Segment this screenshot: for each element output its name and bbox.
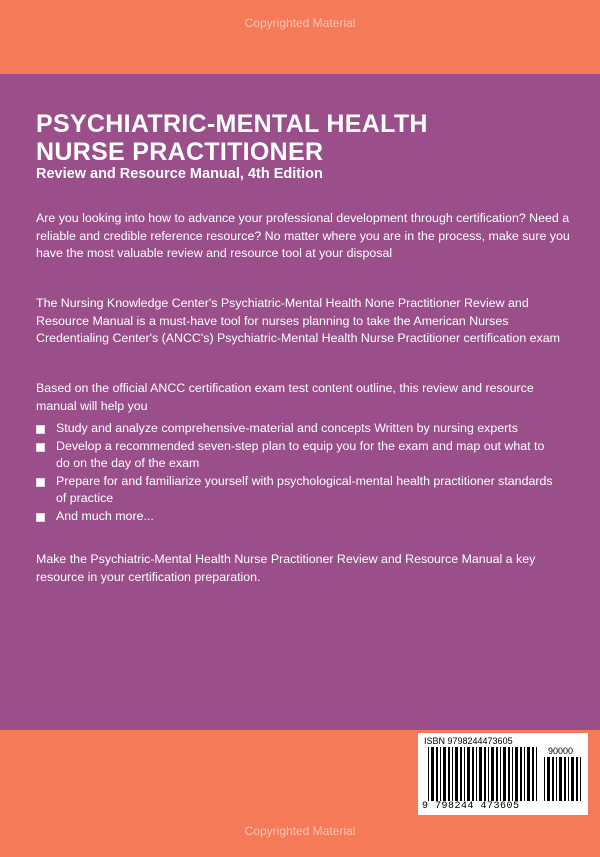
list-item: Develop a recommended seven-step plan to equip you for the exam and map out what to do on the day of the exam [36,438,556,473]
price-code: 90000 [548,746,574,756]
back-cover-panel [0,74,600,730]
barcode-bar [580,757,581,801]
barcode-bar [508,747,510,801]
barcode-bar [440,747,441,801]
barcode-bar [571,757,574,801]
barcode-bar [476,747,477,801]
title-line-2: NURSE PRACTITIONER [36,138,324,166]
barcode-icon [428,747,540,801]
book-title [36,110,428,166]
barcode-bar [460,747,462,801]
barcode-bar [544,757,545,801]
barcode-bar [452,747,453,801]
barcode-bar [536,747,537,801]
barcode-bar [547,757,550,801]
barcode-bar [431,747,434,801]
barcode-bar [436,747,438,801]
book-subtitle: Review and Resource Manual, 4th Edition [36,166,323,182]
title-line-1: PSYCHIATRIC-MENTAL HEALTH [36,110,428,138]
barcode-bar [428,747,429,801]
barcode-bar [512,747,513,801]
outline-paragraph: Based on the official ANCC certification exam test content outline, this review and resource manual will help you [36,381,534,413]
list-item: And much more... [36,508,556,526]
barcode-bar [515,747,518,801]
intro-paragraph: Are you looking into how to advance your professional development through certification? Need a reliable and credible reference resource? No matter where you are in the process, make sure you have the most valuable review and resource tool at your disposal [36,211,570,260]
square-bullet-icon [36,425,45,434]
barcode-bar [524,747,525,801]
barcode-bar [520,747,522,801]
isbn-barcode-box [418,733,588,815]
barcode-bar [448,747,450,801]
barcode-bar [503,747,506,801]
barcode-bar [455,747,458,801]
barcode-bar [527,747,530,801]
feature-list [36,420,556,525]
barcode-bar [496,747,498,801]
list-item: Prepare for and familiarize yourself with psychological-mental health practitioner standards of practice [36,473,556,508]
barcode-bar [464,747,465,801]
barcode-bar [488,747,489,801]
barcode-bar [467,747,470,801]
barcode-bar [564,757,566,801]
barcode-bar [552,757,554,801]
watermark-top: Copyrighted Material [244,16,356,30]
closing-paragraph: Make the Psychiatric-Mental Health Nurse Practitioner Review and Resource Manual a key resource in your certification preparation. [36,552,536,584]
barcode-bar [479,747,482,801]
list-item: Study and analyze comprehensive-material and concepts Written by nursing experts [36,420,556,438]
barcode-bar [500,747,501,801]
barcode-bar [472,747,474,801]
barcode-bar [559,757,562,801]
barcode-bar [491,747,494,801]
watermark-bottom: Copyrighted Material [244,824,356,838]
isbn-digits: 9 798244 473605 [422,801,520,812]
addon-barcode-icon [544,757,582,801]
barcode-bar [443,747,446,801]
barcode-bar [568,757,569,801]
barcode-bar [576,757,578,801]
square-bullet-icon [36,478,45,487]
square-bullet-icon [36,513,45,522]
description-paragraph: The Nursing Knowledge Center's Psychiatric-Mental Health None Practitioner Review and Resource Manual is a must-have tool for nurses planning to take the American Nurses Credentialing Center's (ANCC's) Psychiatric-Mental Health Nurse Practitioner certification exam [36,296,560,345]
isbn-label: ISBN 9798244473605 [424,736,513,746]
barcode-bar [556,757,557,801]
square-bullet-icon [36,443,45,452]
barcode-bar [484,747,486,801]
barcode-bar [532,747,534,801]
